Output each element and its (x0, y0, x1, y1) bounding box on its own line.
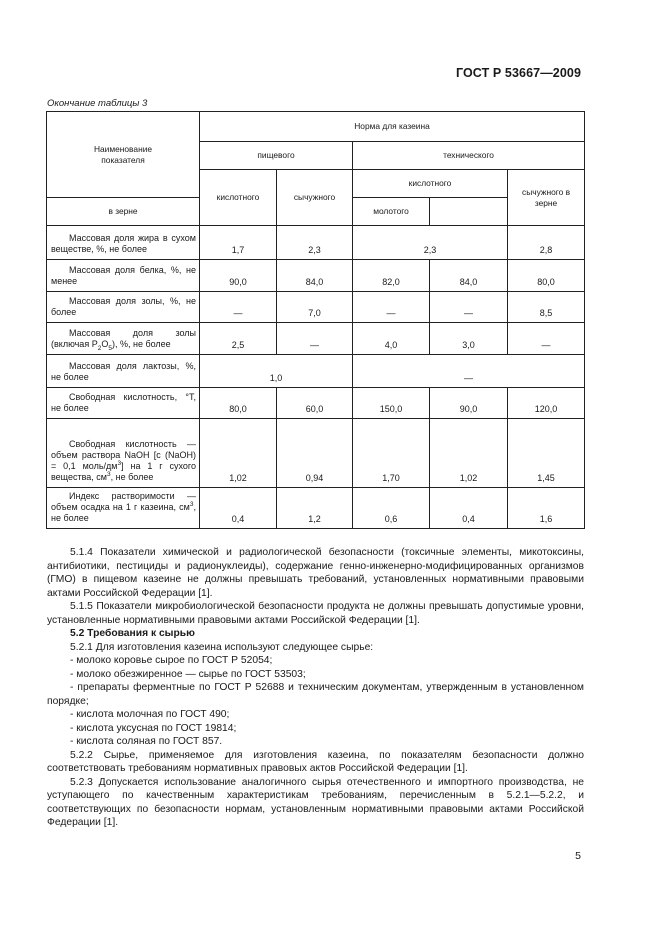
row-name: Массовая доля золы (включая $P_2O_5$), %, не более (47, 323, 200, 355)
cell-value: — (508, 323, 585, 355)
list-item: - кислота уксусная по ГОСТ 19814; (70, 722, 237, 734)
cell-value: 1,6 (508, 488, 585, 529)
table-row (47, 292, 585, 323)
paragraph-5-2-3: 5.2.3 Допускается использование аналогичного сырья отечественного и импортного производства, не уступающего по качественным характеристикам требованиям, перечисленным в 5.2.1—5.2.2, и соответствующих по безопасности нормам, установленным нормативными правовыми актами Российской Федерации [1]. (47, 776, 584, 828)
cell-value: 8,5 (508, 292, 585, 323)
cell-value: 1,0 (200, 355, 353, 388)
section-heading-5-2: 5.2 Требования к сырью (70, 628, 195, 639)
cell-value: 2,3 (353, 226, 508, 260)
body-text (47, 546, 584, 830)
cell-value: 1,02 (430, 419, 508, 488)
list-item: - молоко обезжиренное — сырье по ГОСТ 53503; (70, 668, 306, 680)
table-row (47, 355, 585, 388)
header-tech-acid-ground: молотого (353, 198, 430, 226)
row-name: Свободная кислотность, °Т, не более (47, 388, 200, 419)
cell-value: 82,0 (353, 260, 430, 292)
cell-value: 0,94 (277, 419, 353, 488)
cell-value: 2,3 (277, 226, 353, 260)
list-item: - препараты ферментные по ГОСТ Р 52688 и техническим документам, утвержденным в установленном порядке; (47, 682, 584, 707)
header-tech-acid: кислотного (353, 170, 508, 198)
cell-value: — (430, 292, 508, 323)
table-row (47, 260, 585, 292)
cell-value: 1,02 (200, 419, 277, 488)
specification-table (46, 111, 585, 529)
cell-value: 1,70 (353, 419, 430, 488)
paragraph-5-1-4: 5.1.4 Показатели химической и радиологической безопасности (токсичные элементы, микотоксины, антибиотики, пестициды и радионуклеиды), содержание генно-инженерно-модифицированных организмов (ГМО) в пищевом казеине не должны превышать требований, установленных нормативными правовыми актами Российской Федерации [1]. (47, 547, 584, 599)
cell-value: 2,8 (508, 226, 585, 260)
list-item: - молоко коровье сырое по ГОСТ Р 52054; (70, 655, 273, 666)
table-row (47, 488, 585, 529)
table-caption: Окончание таблицы 3 (47, 98, 148, 109)
header-food-rennet: сычужного (277, 170, 353, 226)
cell-value: 90,0 (200, 260, 277, 292)
cell-value: 1,2 (277, 488, 353, 529)
cell-value: 1,45 (508, 419, 585, 488)
cell-value: — (277, 323, 353, 355)
header-norm: Норма для казеина (200, 112, 585, 142)
row-name: Массовая доля жира в сухом веществе, %, не более (47, 226, 200, 260)
header-tech-acid-grain: в зерне (47, 198, 200, 226)
cell-value: — (200, 292, 277, 323)
cell-value: 84,0 (430, 260, 508, 292)
cell-value: 0,4 (200, 488, 277, 529)
list-item: - кислота молочная по ГОСТ 490; (70, 709, 230, 720)
row-name: Свободная кислотность — объем раствора NaOH [с (NaOH) = 0,1 моль/$дм^3$] на 1 г сухого вещества, $см^3$, не более (47, 419, 200, 488)
cell-value: 0,6 (353, 488, 430, 529)
header-tech-rennet-grain: сычужного в зерне (508, 170, 585, 226)
cell-value: 80,0 (200, 388, 277, 419)
header-technical: технического (353, 142, 585, 170)
table-row (47, 419, 585, 488)
cell-value: 150,0 (353, 388, 430, 419)
header-food: пищевого (200, 142, 353, 170)
document-standard-number: ГОСТ Р 53667—2009 (455, 66, 581, 80)
cell-value: — (353, 292, 430, 323)
paragraph-5-2-1: 5.2.1 Для изготовления казеина используют следующее сырье: (70, 641, 374, 653)
list-item: - кислота соляная по ГОСТ 857. (70, 736, 223, 747)
row-name: Массовая доля золы, %, не более (47, 292, 200, 323)
cell-value: 120,0 (508, 388, 585, 419)
table-row (47, 388, 585, 419)
paragraph-5-2-2: 5.2.2 Сырье, применяемое для изготовления казеина, по показателям безопасности должно соответствовать требованиям нормативных правовых актов Российской Федерации [1]. (47, 749, 584, 774)
header-indicator-name: Наименование показателя (47, 112, 200, 198)
header-food-acid: кислотного (200, 170, 277, 226)
cell-value: 3,0 (430, 323, 508, 355)
row-name: Массовая доля белка, %, не менее (47, 260, 200, 292)
row-name: Индекс растворимости — объем осадка на 1 г казеина, $см^3$, не более (47, 488, 200, 529)
cell-value: 2,5 (200, 323, 277, 355)
cell-value: 1,7 (200, 226, 277, 260)
cell-value: 7,0 (277, 292, 353, 323)
table-row (47, 323, 585, 355)
paragraph-5-1-5: 5.1.5 Показатели микробиологической безопасности продукта не должны превышать допустимые уровни, установленные нормативными правовыми актами Российской Федерации [1]. (47, 601, 584, 626)
cell-value: 0,4 (430, 488, 508, 529)
cell-value: 80,0 (508, 260, 585, 292)
row-name: Массовая доля лактозы, %, не более (47, 355, 200, 388)
cell-value: 90,0 (430, 388, 508, 419)
table-row (47, 226, 585, 260)
cell-value: 60,0 (277, 388, 353, 419)
cell-value: 4,0 (353, 323, 430, 355)
cell-value: 84,0 (277, 260, 353, 292)
page-number: 5 (575, 850, 581, 862)
cell-value: — (353, 355, 585, 388)
